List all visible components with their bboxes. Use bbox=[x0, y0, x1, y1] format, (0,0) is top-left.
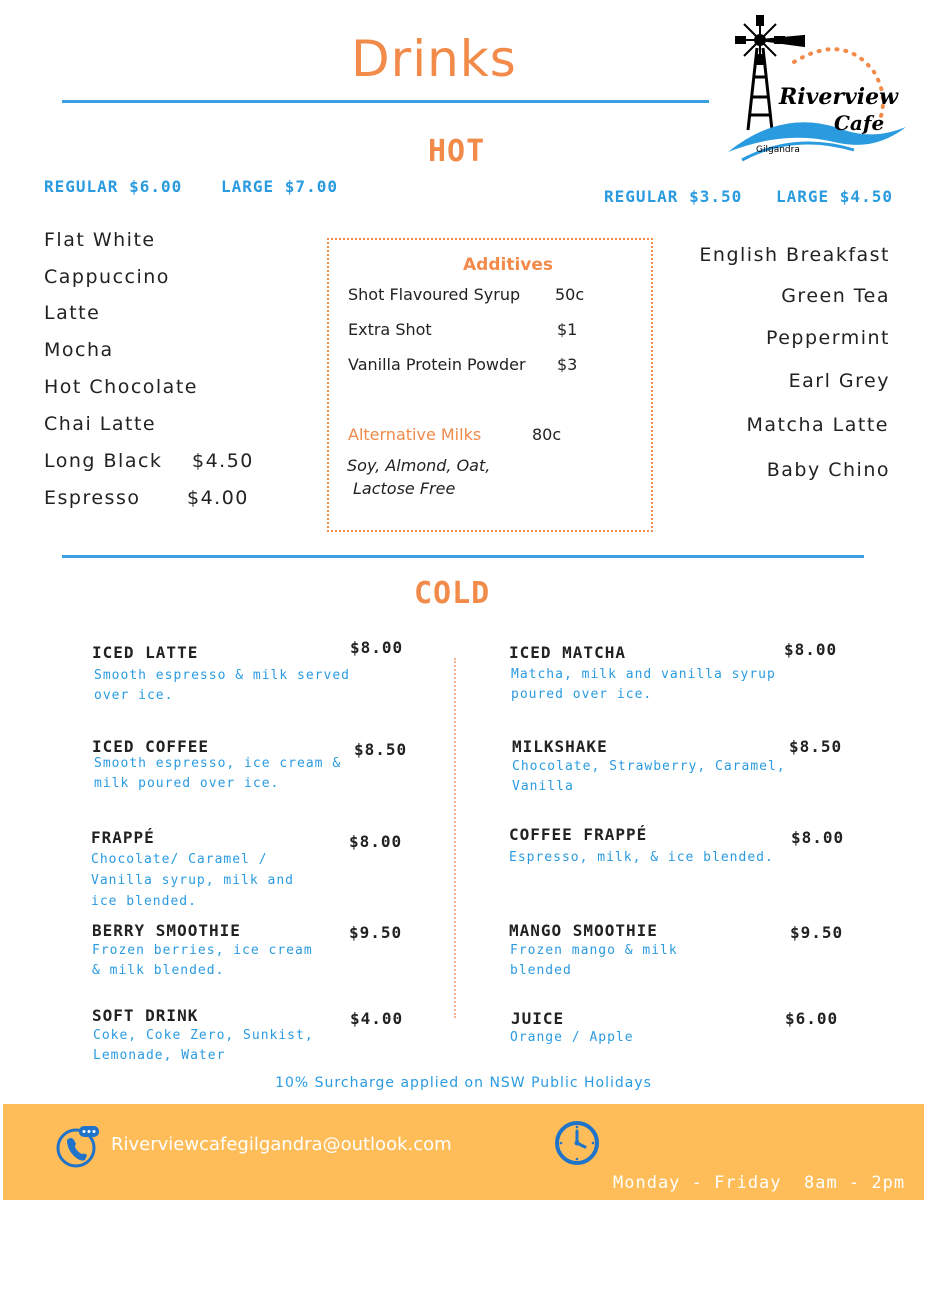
logo-place: Gilgandra bbox=[756, 145, 800, 155]
hot-heading: HOT bbox=[428, 134, 486, 169]
email-link[interactable]: Riverviewcafegilgandra@outlook.com bbox=[111, 1134, 452, 1155]
cold-item-desc: milk poured over ice. bbox=[94, 776, 280, 791]
tea-item: English Breakfast bbox=[699, 244, 890, 266]
cold-item-desc: Smooth espresso, ice cream & bbox=[94, 756, 342, 771]
hours-weekday: Monday - Friday 8am - 2pm bbox=[613, 1173, 906, 1193]
cold-item-desc: Smooth espresso & milk served bbox=[94, 668, 350, 683]
coffee-item: Mocha bbox=[44, 339, 114, 361]
coffee-item: Latte bbox=[44, 302, 101, 324]
section-divider bbox=[62, 555, 864, 558]
coffee-item: Espresso bbox=[44, 487, 141, 509]
hours-weekend: Saturday / Sunday 8am -2pm bbox=[613, 1251, 906, 1271]
phone-chat-icon bbox=[54, 1122, 104, 1170]
windmill-logo-icon bbox=[724, 12, 910, 168]
alternative-milks-list: Soy, Almond, Oat, bbox=[347, 456, 491, 475]
column-divider bbox=[454, 658, 456, 1018]
cold-item-desc: Espresso, milk, & ice blended. bbox=[509, 850, 774, 865]
cold-item-name: MANGO SMOOTHIE bbox=[509, 921, 658, 940]
cold-item-desc: over ice. bbox=[94, 688, 174, 703]
cold-item-price: $8.00 bbox=[349, 832, 403, 851]
cold-item-price: $8.00 bbox=[791, 828, 845, 847]
cold-item-desc: Frozen mango & milk bbox=[510, 943, 678, 958]
cold-item-price: $9.50 bbox=[349, 923, 403, 942]
additive-name: Extra Shot bbox=[348, 320, 432, 339]
coffee-item: Long Black bbox=[44, 450, 163, 472]
coffee-regular-price: REGULAR $6.00 bbox=[44, 177, 183, 196]
cold-item-desc: Lemonade, Water bbox=[93, 1048, 226, 1063]
cold-item-price: $8.00 bbox=[350, 638, 404, 657]
cold-item-name: ICED LATTE bbox=[92, 643, 199, 662]
additive-price: 50c bbox=[555, 285, 585, 304]
tea-large-price: LARGE $4.50 bbox=[776, 187, 893, 206]
coffee-item-price: $4.50 bbox=[192, 450, 254, 472]
cold-item-name: FRAPPÉ bbox=[91, 828, 155, 847]
cold-item-desc: ice blended. bbox=[91, 894, 197, 909]
cold-item-desc: Frozen berries, ice cream bbox=[92, 943, 313, 958]
coffee-item: Cappuccino bbox=[44, 266, 170, 288]
clock-icon bbox=[553, 1119, 601, 1167]
coffee-item: Flat White bbox=[44, 229, 156, 251]
cold-item-name: MILKSHAKE bbox=[512, 737, 608, 756]
opening-hours bbox=[613, 1118, 905, 1300]
tea-item: Green Tea bbox=[781, 285, 890, 307]
additive-name: Vanilla Protein Powder bbox=[348, 355, 526, 374]
cold-item-desc: Orange / Apple bbox=[510, 1030, 634, 1045]
additive-price: $1 bbox=[557, 320, 578, 339]
cold-item-price: $8.50 bbox=[354, 740, 408, 759]
cold-item-desc: poured over ice. bbox=[511, 687, 653, 702]
alternative-milks-price: 80c bbox=[532, 425, 562, 444]
cold-item-desc: Matcha, milk and vanilla syrup bbox=[511, 667, 776, 682]
cold-item-desc: & milk blended. bbox=[92, 963, 225, 978]
cold-item-desc: Coke, Coke Zero, Sunkist, bbox=[93, 1028, 314, 1043]
alternative-milks-list: Lactose Free bbox=[353, 479, 456, 498]
cold-item-name: ICED MATCHA bbox=[509, 643, 626, 662]
cold-item-name: ICED COFFEE bbox=[92, 737, 209, 756]
page-title: Drinks bbox=[351, 30, 517, 88]
tea-item: Earl Grey bbox=[788, 370, 890, 392]
tea-regular-price: REGULAR $3.50 bbox=[604, 187, 743, 206]
title-divider bbox=[62, 100, 709, 103]
cold-item-name: COFFEE FRAPPÉ bbox=[509, 825, 648, 844]
cold-item-price: $9.50 bbox=[790, 923, 844, 942]
cold-item-desc: Vanilla syrup, milk and bbox=[91, 873, 295, 888]
logo-name-2: Cafe bbox=[834, 111, 885, 135]
cold-item-name: JUICE bbox=[511, 1009, 565, 1028]
coffee-item: Hot Chocolate bbox=[44, 376, 198, 398]
cafe-logo bbox=[724, 12, 910, 168]
coffee-item-price: $4.00 bbox=[187, 487, 249, 509]
cold-item-desc: blended bbox=[510, 963, 572, 978]
cold-item-price: $6.00 bbox=[785, 1009, 839, 1028]
cold-item-price: $8.50 bbox=[789, 737, 843, 756]
additives-title: Additives bbox=[463, 255, 554, 275]
alternative-milks-label: Alternative Milks bbox=[348, 425, 482, 444]
cold-item-name: SOFT DRINK bbox=[92, 1006, 199, 1025]
tea-item: Baby Chino bbox=[766, 459, 890, 481]
additive-name: Shot Flavoured Syrup bbox=[348, 285, 521, 304]
logo-name: Riverview bbox=[779, 84, 899, 110]
surcharge-note: 10% Surcharge applied on NSW Public Holidays bbox=[275, 1075, 652, 1091]
tea-item: Matcha Latte bbox=[746, 414, 889, 436]
additive-price: $3 bbox=[557, 355, 578, 374]
cold-item-name: BERRY SMOOTHIE bbox=[92, 921, 241, 940]
coffee-large-price: LARGE $7.00 bbox=[221, 177, 338, 196]
cold-item-desc: Chocolate/ Caramel / bbox=[91, 852, 268, 867]
coffee-item: Chai Latte bbox=[44, 413, 157, 435]
tea-item: Peppermint bbox=[765, 327, 890, 349]
cold-item-desc: Vanilla bbox=[512, 779, 574, 794]
cold-item-desc: Chocolate, Strawberry, Caramel, bbox=[512, 759, 786, 774]
cold-item-price: $8.00 bbox=[784, 640, 838, 659]
cold-heading: COLD bbox=[414, 576, 491, 611]
cold-item-price: $4.00 bbox=[350, 1009, 404, 1028]
